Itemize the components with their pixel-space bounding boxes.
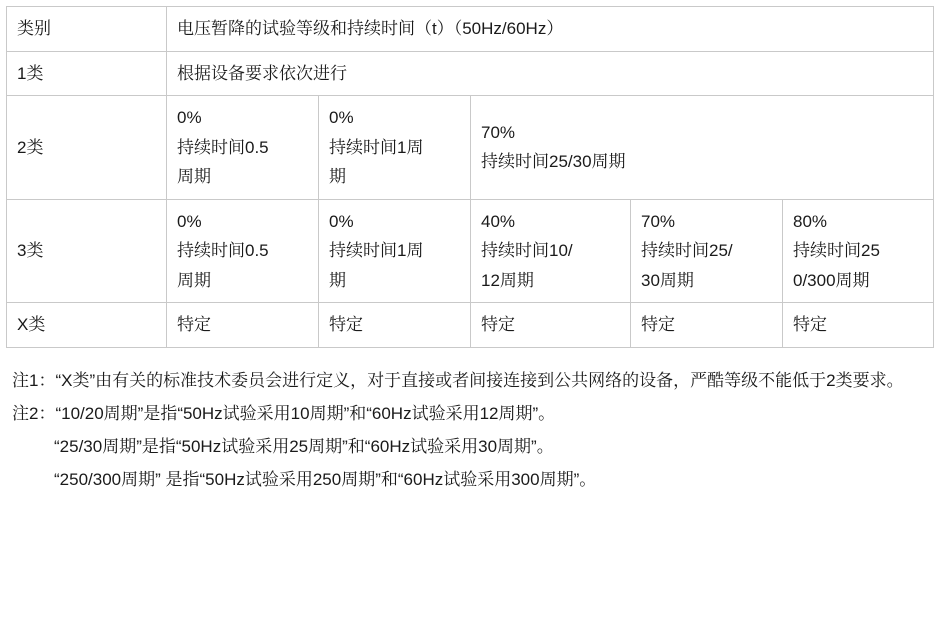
class2-cell-1-level: 0%: [177, 108, 202, 128]
row-label-class3: 3类: [7, 199, 167, 303]
class3-cell-2-duration-a: 持续时间1周: [329, 241, 424, 261]
voltage-dip-test-table: [6, 6, 934, 348]
class3-cell-3-level: 40%: [481, 211, 516, 231]
class3-cell-3: [471, 199, 631, 303]
table-row-classx: [7, 303, 934, 348]
class3-cell-4-duration-a: 持续时间25/: [641, 241, 733, 261]
class3-cell-4-duration-b: 30周期: [641, 270, 694, 290]
row-label-classx: X类: [7, 303, 167, 348]
table-row-class2: [7, 96, 934, 200]
class3-cell-5-duration-a: 持续时间25: [793, 241, 880, 261]
class3-cell-4-level: 70%: [641, 211, 676, 231]
class2-cell-1-duration-a: 持续时间0.5: [177, 137, 269, 157]
class3-cell-3-duration-b: 12周期: [481, 270, 534, 290]
classx-cell-2: 特定: [319, 303, 471, 348]
note-2-line-3: “250/300周期” 是指“50Hz试验采用250周期”和“60Hz试验采用300周期”。: [54, 470, 597, 490]
note-1: 注1：“X类”由有关的标准技术委员会进行定义，对于直接或者间接连接到公共网络的设备，严酷等级不能低于2类要求。: [12, 370, 904, 390]
row-label-class2: 2类: [7, 96, 167, 200]
classx-cell-3: 特定: [471, 303, 631, 348]
classx-cell-5: 特定: [783, 303, 934, 348]
row-label-class1: 1类: [7, 51, 167, 96]
class2-cell-2-level: 0%: [329, 108, 354, 128]
class3-cell-1-level: 0%: [177, 211, 202, 231]
class3-cell-2-level: 0%: [329, 211, 354, 231]
table-row-header: [7, 7, 934, 52]
class3-cell-2-duration-b: 期: [329, 270, 346, 290]
class3-cell-1-duration-b: 周期: [177, 270, 211, 290]
class2-cell-3: [471, 96, 934, 200]
header-description: 电压暂降的试验等级和持续时间（t）（50Hz/60Hz）: [167, 7, 934, 52]
classx-cell-4: 特定: [631, 303, 783, 348]
class2-cell-2-duration-a: 持续时间1周: [329, 137, 424, 157]
class3-cell-1-duration-a: 持续时间0.5: [177, 241, 269, 261]
class3-cell-5: [783, 199, 934, 303]
note-2-line-1: 注2：“10/20周期”是指“50Hz试验采用10周期”和“60Hz试验采用12周期”。: [12, 403, 556, 423]
class2-cell-3-duration: 持续时间25/30周期: [481, 152, 626, 172]
document-page: [0, 6, 939, 633]
class3-cell-2: [319, 199, 471, 303]
class3-cell-5-duration-b: 0/300周期: [793, 270, 870, 290]
class2-cell-3-level: 70%: [481, 122, 516, 142]
class3-cell-4: [631, 199, 783, 303]
class2-cell-1-duration-b: 周期: [177, 167, 211, 187]
classx-cell-1: 特定: [167, 303, 319, 348]
class1-description: 根据设备要求依次进行: [167, 51, 934, 96]
class3-cell-3-duration-a: 持续时间10/: [481, 241, 573, 261]
table-row-class3: [7, 199, 934, 303]
class2-cell-2: [319, 96, 471, 200]
class2-cell-1: [167, 96, 319, 200]
table-notes: [12, 364, 929, 497]
class3-cell-5-level: 80%: [793, 211, 828, 231]
note-2-line-2: “25/30周期”是指“50Hz试验采用25周期”和“60Hz试验采用30周期”。: [54, 437, 554, 457]
class2-cell-2-duration-b: 期: [329, 167, 346, 187]
table-row-class1: [7, 51, 934, 96]
row-label-category: 类别: [7, 7, 167, 52]
class3-cell-1: [167, 199, 319, 303]
